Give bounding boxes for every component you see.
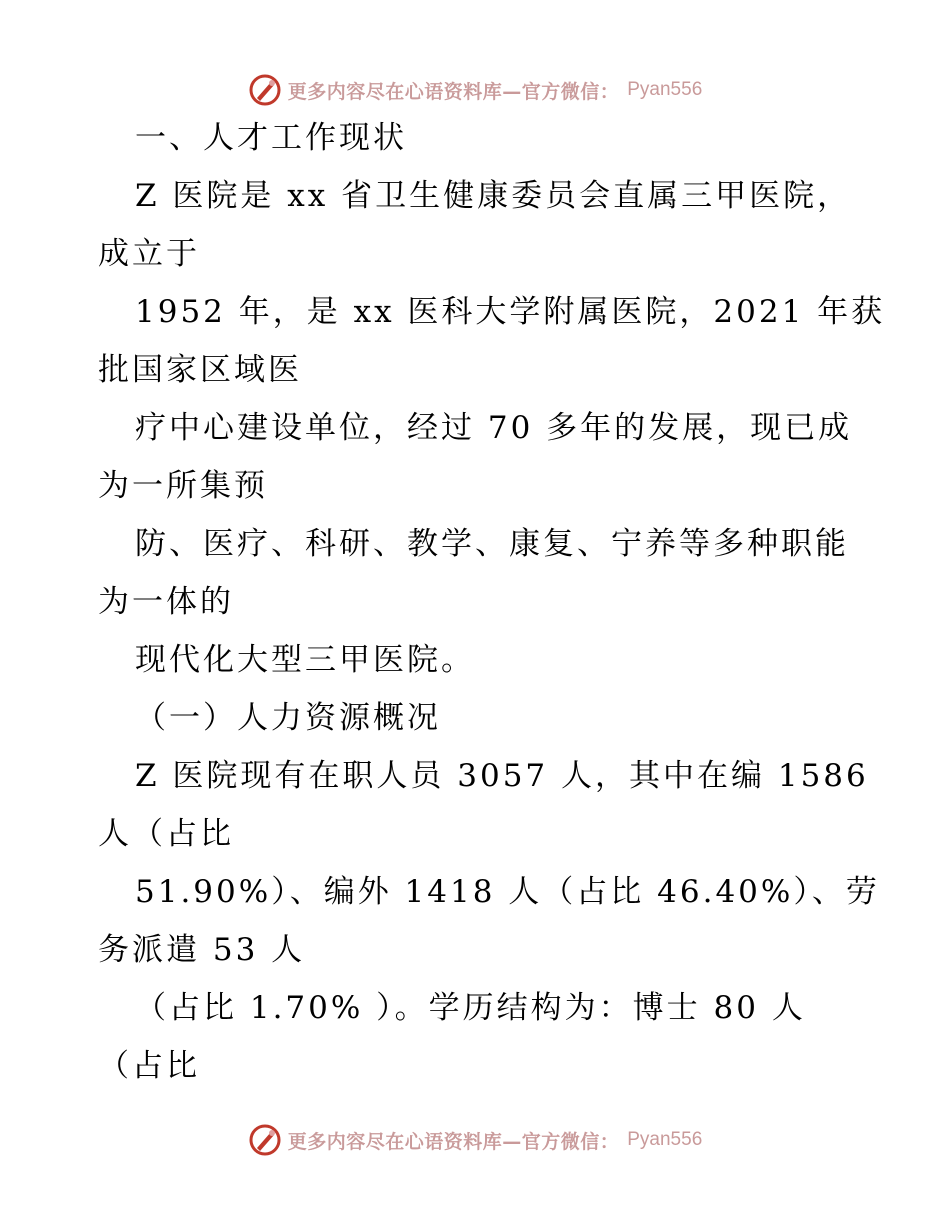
footer-watermark-inner [248, 1123, 703, 1157]
watermark-text: 更多内容尽在心语资料库—官方微信： [287, 80, 620, 103]
paragraph-line: 1952 年，是 xx 医科大学附属医院，2021 年获 [135, 294, 886, 330]
header-watermark [0, 70, 950, 110]
watermark-handle: Pyan556 [627, 1129, 703, 1150]
paragraph-line: 51.90%）、编外 1418 人（占比 46.40%）、劳 [135, 874, 880, 910]
paragraph-line: 成立于 [98, 236, 200, 272]
red-circle-pen-logo-icon [248, 73, 282, 107]
paragraph-line: 现代化大型三甲医院。 [135, 642, 475, 678]
section-heading: 一、人才工作现状 [135, 120, 407, 156]
paragraph-line: Z 医院是 xx 省卫生健康委员会直属三甲医院， [135, 178, 852, 214]
paragraph-line: （占比 [98, 1048, 200, 1084]
paragraph-line: 人（占比 [98, 816, 234, 852]
paragraph-line: 务派遣 53 人 [98, 932, 306, 968]
watermark-text: 更多内容尽在心语资料库—官方微信： [287, 1130, 620, 1153]
paragraph-line: 批国家区域医 [98, 352, 302, 388]
paragraph-line: 防、医疗、科研、教学、康复、宁养等多种职能 [135, 526, 849, 562]
red-circle-pen-logo-icon [248, 1123, 282, 1157]
paragraph-line: 疗中心建设单位，经过 70 多年的发展，现已成 [135, 410, 853, 446]
paragraph-line: 为一体的 [98, 584, 234, 620]
watermark-handle: Pyan556 [627, 79, 703, 100]
footer-watermark [0, 1120, 950, 1160]
paragraph-line: Z 医院现有在职人员 3057 人，其中在编 1586 [135, 758, 869, 794]
paragraph-line: 为一所集预 [98, 468, 268, 504]
subsection-heading: （一）人力资源概况 [135, 700, 441, 736]
header-watermark-inner [248, 73, 703, 107]
paragraph-line: （占比 1.70% ）。学历结构为：博士 80 人 [135, 990, 806, 1026]
